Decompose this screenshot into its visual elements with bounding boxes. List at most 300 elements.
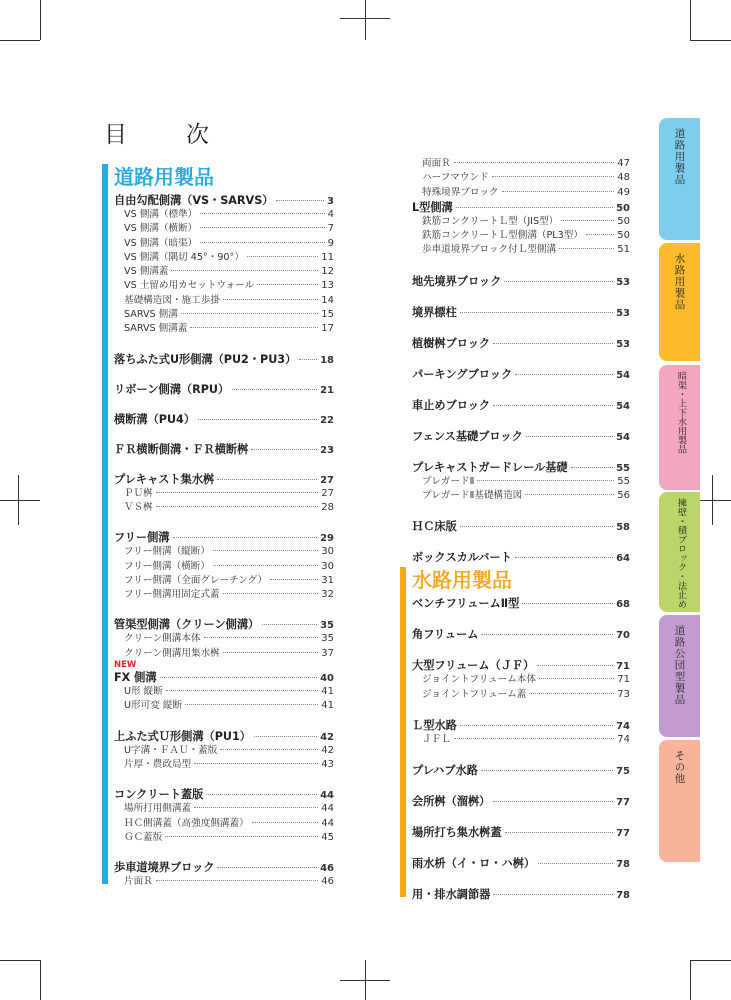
- toc-entry[interactable]: [102, 860, 334, 875]
- entry-label: 会所桝（溜桝）: [412, 795, 491, 809]
- toc-entry[interactable]: [102, 617, 334, 632]
- toc-entry[interactable]: [102, 545, 334, 559]
- section-title: 水路用製品: [412, 568, 512, 593]
- dot-leader: [561, 220, 614, 221]
- page-number: 77: [616, 797, 630, 809]
- toc-entry[interactable]: [400, 229, 630, 243]
- page-number: 23: [320, 444, 334, 456]
- spacer: [400, 642, 630, 658]
- page-number: 30: [321, 546, 334, 558]
- spacer: [102, 845, 334, 860]
- entry-label: 地先境界ブロック: [412, 274, 502, 288]
- dot-leader: [262, 624, 317, 625]
- page-number: 71: [616, 661, 630, 673]
- page-number: 37: [321, 647, 334, 659]
- toc-entry[interactable]: [102, 699, 334, 713]
- dot-leader: [454, 738, 614, 739]
- toc-entry[interactable]: [400, 887, 630, 902]
- dot-leader: [270, 579, 318, 580]
- dot-leader: [493, 343, 613, 344]
- section-tab[interactable]: [659, 365, 700, 490]
- page-number: 50: [617, 215, 630, 227]
- page-number: 28: [321, 501, 334, 513]
- toc-entry[interactable]: [102, 382, 334, 397]
- toc-entry[interactable]: [400, 856, 630, 871]
- page-number: 53: [616, 307, 630, 319]
- section-tab[interactable]: [659, 118, 700, 240]
- page-number: 54: [616, 400, 630, 412]
- dot-leader: [539, 678, 614, 679]
- spacer: [400, 534, 630, 550]
- page-number: 50: [616, 202, 630, 214]
- page-number: 53: [616, 276, 630, 288]
- spacer: [102, 772, 334, 787]
- dot-leader: [504, 281, 613, 282]
- toc-entry[interactable]: [400, 215, 630, 229]
- toc-entry[interactable]: [102, 208, 334, 222]
- toc-entry[interactable]: [102, 501, 334, 515]
- toc-entry[interactable]: [102, 685, 334, 699]
- dot-leader: [493, 405, 613, 406]
- page-number: 51: [617, 244, 630, 256]
- section-tab[interactable]: [659, 615, 700, 737]
- entry-label: 歩車道境界ブロック付Ｌ型側溝: [422, 244, 557, 256]
- page-number: 42: [320, 731, 334, 743]
- entry-label: 車止めブロック: [412, 398, 491, 412]
- dot-leader: [217, 479, 317, 480]
- spacer: [400, 840, 630, 856]
- dot-leader: [477, 480, 614, 481]
- toc-entry[interactable]: [102, 670, 334, 685]
- toc-entry[interactable]: [102, 588, 334, 602]
- dot-leader: [213, 565, 318, 566]
- toc-entry[interactable]: [400, 460, 630, 475]
- section-title: 道路用製品: [114, 165, 214, 189]
- page-number: 22: [320, 414, 334, 426]
- toc-entry[interactable]: [400, 157, 630, 171]
- dot-leader: [460, 725, 613, 726]
- page-number: 3: [327, 196, 334, 207]
- toc-entry[interactable]: [102, 251, 334, 265]
- spacer: [400, 778, 630, 794]
- entry-label: 雨水枡（イ・ロ・ハ桝）: [412, 857, 536, 871]
- page-number: 55: [617, 475, 630, 487]
- toc-entry[interactable]: [102, 875, 334, 889]
- page-number: 21: [320, 384, 334, 396]
- entry-label: 基礎構造図・施工歩掛: [124, 294, 220, 306]
- dot-leader: [299, 359, 317, 360]
- section-tab-label: 水路用製品: [673, 253, 686, 311]
- dot-leader: [220, 749, 318, 750]
- dot-leader: [181, 313, 318, 314]
- page-number: 53: [616, 338, 630, 350]
- page-number: 44: [321, 817, 334, 829]
- section-bar: [102, 164, 108, 884]
- dot-leader: [200, 213, 324, 214]
- spacer: [102, 457, 334, 472]
- page-number: 9: [327, 237, 334, 249]
- page-number: 46: [320, 863, 334, 875]
- page-number: 41: [321, 686, 334, 698]
- entry-label: U字溝・ＦＡＵ・蓋版: [124, 744, 218, 756]
- crop-mark: [712, 475, 713, 525]
- entry-label: SARVS 側溝蓋: [124, 323, 188, 335]
- toc-entry[interactable]: [102, 560, 334, 574]
- dot-leader: [525, 494, 614, 495]
- page-number: 30: [321, 560, 334, 572]
- spacer: [400, 747, 630, 763]
- toc-entry[interactable]: [400, 733, 630, 747]
- entry-label: フリー側溝（全面グレーチング）: [124, 574, 268, 586]
- crop-mark: [340, 980, 390, 981]
- entry-label: クリーン側溝本体: [124, 633, 201, 645]
- entry-label: 境界標柱: [412, 305, 457, 319]
- toc-column-left: [102, 162, 334, 889]
- crop-mark: [690, 40, 731, 41]
- dot-leader: [515, 557, 613, 558]
- crop-mark: [0, 500, 40, 501]
- crop-mark: [690, 960, 731, 961]
- dot-leader: [156, 506, 318, 507]
- toc-entry[interactable]: [102, 352, 334, 367]
- entry-label: ＧＣ蓋版: [124, 831, 163, 843]
- toc-entry[interactable]: [102, 574, 334, 588]
- entry-label: 歩車道境界ブロック: [114, 861, 215, 875]
- page-number: 74: [617, 733, 630, 745]
- section-tab-label: 擁壁・積ブロック・法止め: [675, 498, 687, 609]
- spacer: [400, 320, 630, 336]
- toc-entry[interactable]: [102, 193, 334, 208]
- page-number: 15: [321, 309, 334, 321]
- section-tab[interactable]: [659, 740, 700, 862]
- entry-label: ＨＣ床版: [412, 520, 457, 534]
- dot-leader: [526, 436, 613, 437]
- toc-entry[interactable]: [400, 489, 630, 503]
- spacer: [400, 289, 630, 305]
- page-number: 42: [321, 744, 334, 756]
- entry-label: 両面Ｒ: [422, 158, 451, 169]
- dot-leader: [505, 832, 614, 833]
- dot-leader: [206, 794, 317, 795]
- toc-entry[interactable]: [102, 442, 334, 457]
- entry-label: VS 側溝（暗渠）: [124, 237, 198, 249]
- page-number: 41: [321, 700, 334, 712]
- entry-label: VS 土留め用カセットウォール: [124, 280, 255, 292]
- toc-entry[interactable]: [400, 825, 630, 840]
- spacer: [400, 702, 630, 718]
- toc-entry[interactable]: [102, 744, 334, 758]
- entry-label: ＪＦＬ: [422, 733, 451, 745]
- dot-leader: [251, 449, 317, 450]
- toc-entry[interactable]: [400, 305, 630, 320]
- page-number: 45: [321, 831, 334, 843]
- dot-leader: [559, 248, 614, 249]
- dot-leader: [481, 634, 613, 635]
- entry-label: ジョイントフリューム蓋: [422, 688, 527, 700]
- page-title: 目 次: [104, 122, 227, 148]
- crop-mark: [40, 0, 41, 40]
- toc-entry[interactable]: [102, 802, 334, 816]
- spacer: [400, 809, 630, 825]
- entry-label: SARVS 側溝: [124, 309, 178, 321]
- spacer: [400, 611, 630, 627]
- dot-leader: [538, 863, 613, 864]
- entry-label: ＶＳ桝: [124, 501, 153, 513]
- dot-leader: [247, 256, 318, 257]
- dot-leader: [257, 284, 318, 285]
- toc-entry[interactable]: [400, 658, 630, 673]
- page-number: 27: [320, 474, 334, 486]
- toc-entry[interactable]: [400, 627, 630, 642]
- dot-leader: [223, 652, 319, 653]
- toc-entry[interactable]: [102, 265, 334, 279]
- page-number: 35: [321, 633, 334, 645]
- dot-leader: [171, 270, 318, 271]
- toc-entry[interactable]: [400, 429, 630, 444]
- dot-leader: [276, 200, 324, 201]
- dot-leader: [200, 227, 324, 228]
- spacer: [400, 413, 630, 429]
- entry-label: リボーン側溝（RPU）: [114, 382, 230, 396]
- crop-mark: [365, 0, 366, 40]
- entry-label: 上ふた式Ｕ形側溝（PU1）: [114, 729, 251, 743]
- entry-label: 角フリューム: [412, 628, 479, 642]
- toc-entry[interactable]: [400, 550, 630, 565]
- page-number: 55: [616, 462, 630, 474]
- spacer: [102, 515, 334, 530]
- entry-label: 鉄筋コンクリートＬ型（JIS型）: [422, 215, 559, 227]
- toc-entry[interactable]: [102, 487, 334, 501]
- page-number: 43: [321, 758, 334, 770]
- page-number: 7: [327, 223, 334, 235]
- toc-entry[interactable]: [102, 279, 334, 293]
- crop-mark: [700, 500, 731, 501]
- entry-label: フリー側溝: [114, 531, 170, 545]
- toc-entry[interactable]: [102, 729, 334, 744]
- entry-label: クリーン側溝用集水桝: [124, 647, 220, 659]
- entry-label: 管渠型側溝（クリーン側溝）: [114, 618, 260, 632]
- page-number: 78: [616, 890, 630, 902]
- toc-entry[interactable]: [400, 794, 630, 809]
- section-tab[interactable]: [659, 492, 700, 612]
- page-number: 17: [321, 323, 334, 335]
- crop-mark: [690, 0, 691, 40]
- dot-leader: [252, 822, 319, 823]
- section-tab-label: 道路用製品: [673, 128, 686, 186]
- toc-entry[interactable]: [102, 787, 334, 802]
- section-tab[interactable]: [659, 243, 700, 361]
- entry-label: L型側溝: [412, 200, 453, 214]
- entry-label: U形可変 縦断: [124, 700, 183, 712]
- page-number: 4: [327, 209, 334, 220]
- spacer: [400, 258, 630, 274]
- dot-leader: [156, 880, 318, 881]
- section-tab-label: 道路公団型製品: [673, 625, 686, 706]
- page-number: 70: [616, 630, 630, 642]
- toc-entry[interactable]: [400, 688, 630, 702]
- entry-label: FX 側溝: [114, 671, 157, 685]
- entry-label: 大型フリューム（ＪＦ）: [412, 659, 535, 673]
- dot-leader: [194, 763, 318, 764]
- toc-entry[interactable]: [102, 294, 334, 308]
- spacer: [400, 444, 630, 460]
- page-number: 54: [616, 431, 630, 443]
- dot-leader: [537, 665, 613, 666]
- page-number: 74: [616, 720, 630, 732]
- page-number: 44: [320, 790, 334, 802]
- toc-entry[interactable]: [102, 632, 334, 646]
- dot-leader: [254, 736, 317, 737]
- entry-label: プレガードⅡ基礎構造図: [422, 490, 523, 502]
- dot-leader: [481, 770, 613, 771]
- entry-label: U形 縦断: [124, 686, 163, 698]
- section-tab-label: その他: [673, 750, 686, 785]
- spacer: [400, 503, 630, 519]
- toc-entry[interactable]: [400, 398, 630, 413]
- entry-label: プレキャスト集水桝: [114, 472, 215, 486]
- spacer: [400, 871, 630, 887]
- spacer: [400, 351, 630, 367]
- page-number: 49: [617, 186, 630, 198]
- page-number: 14: [321, 294, 334, 306]
- dot-leader: [571, 467, 613, 468]
- dot-leader: [493, 894, 613, 895]
- section-tab-label: 暗渠・上下水用製品: [675, 371, 687, 454]
- page-number: 18: [320, 354, 334, 366]
- page-number: 12: [321, 266, 334, 278]
- entry-label: VS 側溝蓋: [124, 266, 169, 278]
- crop-mark: [0, 960, 40, 961]
- entry-label: 片厚・農政局型: [124, 758, 192, 770]
- page-number: 48: [617, 172, 630, 184]
- toc-entry[interactable]: [102, 237, 334, 251]
- entry-label: パーキングブロック: [412, 367, 513, 381]
- new-badge: NEW: [114, 660, 137, 671]
- toc-entry[interactable]: [102, 308, 334, 322]
- toc-entry[interactable]: [400, 274, 630, 289]
- entry-label: 特殊境界ブロック: [422, 186, 499, 198]
- toc-entry[interactable]: [102, 222, 334, 236]
- entry-label: 鉄筋コンクリートＬ型側溝（PL3型）: [422, 230, 583, 242]
- toc-entry[interactable]: [400, 336, 630, 351]
- crop-mark: [18, 475, 19, 525]
- dot-leader: [173, 537, 318, 538]
- page-number: 31: [321, 574, 334, 586]
- section-bar: [400, 567, 406, 897]
- toc-entry[interactable]: [102, 647, 334, 661]
- dot-leader: [213, 550, 318, 551]
- entry-label: 植樹桝ブロック: [412, 336, 491, 350]
- entry-label: 場所打ち集水桝蓋: [412, 826, 502, 840]
- toc-entry[interactable]: [102, 758, 334, 772]
- dot-leader: [454, 162, 614, 163]
- toc-entry[interactable]: [400, 673, 630, 687]
- dot-leader: [190, 327, 318, 328]
- dot-leader: [185, 704, 318, 705]
- page-number: 75: [616, 766, 630, 778]
- dot-leader: [586, 234, 614, 235]
- entry-label: ハーフマウンド: [422, 172, 489, 184]
- toc-entry[interactable]: [400, 763, 630, 778]
- dot-leader: [456, 207, 613, 208]
- dot-leader: [460, 526, 613, 527]
- entry-label: 用・排水調節器: [412, 888, 491, 902]
- toc-entry[interactable]: [400, 475, 630, 489]
- page-number: 54: [616, 369, 630, 381]
- dot-leader: [200, 242, 324, 243]
- spacer: [102, 714, 334, 729]
- page-number: 56: [617, 490, 630, 502]
- toc-entry[interactable]: [102, 831, 334, 845]
- section-heading: [400, 565, 630, 595]
- toc-entry[interactable]: [102, 530, 334, 545]
- crop-mark: [0, 40, 40, 41]
- crop-mark: [340, 18, 390, 19]
- toc-entry[interactable]: [102, 472, 334, 487]
- entry-label: VS 側溝（隅切 45°・90°）: [124, 251, 244, 263]
- entry-label: ジョイントフリューム本体: [422, 674, 536, 686]
- dot-leader: [529, 693, 614, 694]
- page-number: 58: [616, 522, 630, 534]
- toc-entry[interactable]: [102, 412, 334, 427]
- page-number: 77: [616, 828, 630, 840]
- toc-entry[interactable]: [102, 322, 334, 336]
- entry-label: ボックスカルバート: [412, 551, 512, 565]
- toc-entry[interactable]: [400, 243, 630, 257]
- entry-label: プレガードⅡ: [422, 475, 475, 487]
- spacer: [102, 367, 334, 382]
- entry-label: 場所打用側溝蓋: [124, 803, 192, 815]
- dot-leader: [515, 374, 613, 375]
- toc-column-right: [400, 157, 630, 902]
- entry-label: ベンチフリュームⅡ型: [412, 597, 520, 611]
- page-number: 73: [617, 688, 630, 700]
- page-number: 29: [320, 533, 334, 545]
- toc-entry[interactable]: [400, 596, 630, 611]
- page-number: 47: [617, 158, 630, 169]
- dot-leader: [198, 419, 317, 420]
- page-number: 71: [617, 674, 630, 686]
- crop-mark: [40, 960, 41, 1000]
- page-number: 46: [321, 876, 334, 888]
- page-number: 11: [321, 251, 334, 263]
- toc-entry[interactable]: [400, 367, 630, 382]
- entry-label: フリー側溝（横断）: [124, 560, 210, 572]
- dot-leader: [217, 867, 317, 868]
- page-number: 78: [616, 859, 630, 871]
- page-number: 44: [321, 803, 334, 815]
- toc-entry[interactable]: [400, 519, 630, 534]
- spacer: [102, 337, 334, 352]
- toc-entry[interactable]: [400, 186, 630, 200]
- toc-entry[interactable]: [400, 171, 630, 185]
- toc-entry[interactable]: [400, 200, 630, 215]
- entry-label: 横断溝（PU4）: [114, 412, 196, 426]
- dot-leader: [460, 312, 613, 313]
- dot-leader: [492, 176, 615, 177]
- crop-mark: [690, 960, 691, 1000]
- toc-entry[interactable]: [400, 718, 630, 733]
- entry-label: 自由勾配側溝（VS・SARVS）: [114, 194, 274, 207]
- entry-label: VS 側溝（標準）: [124, 209, 198, 220]
- dot-leader: [194, 807, 318, 808]
- page-number: 68: [616, 599, 630, 611]
- toc-entry[interactable]: [102, 817, 334, 831]
- entry-label: ＦＲ横断側溝・ＦＲ横断桝: [114, 442, 249, 456]
- page-number: 64: [616, 553, 630, 565]
- entry-label: プレハブ水路: [412, 764, 478, 778]
- dot-leader: [493, 801, 613, 802]
